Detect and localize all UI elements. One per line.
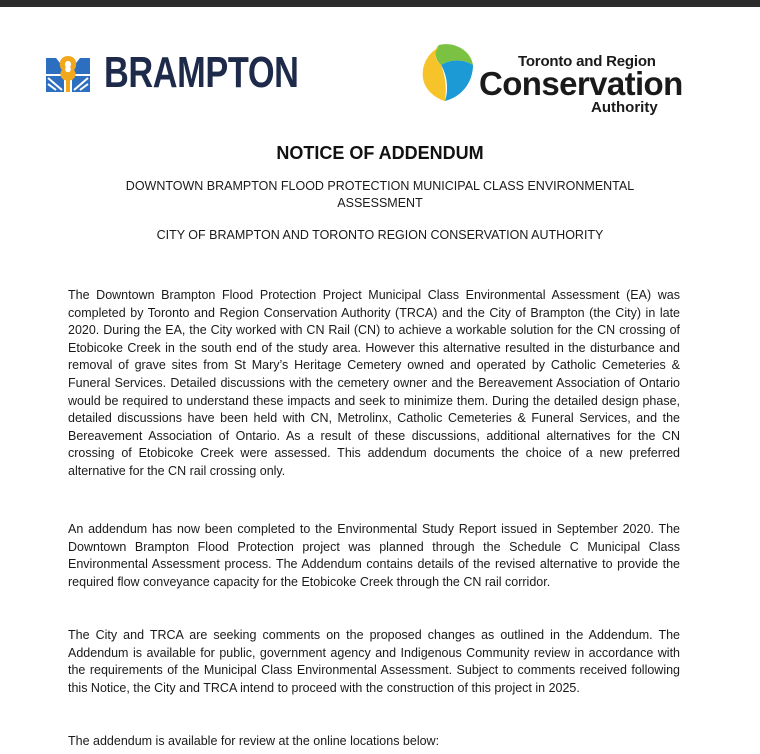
brampton-logo [44, 50, 353, 96]
paragraph-availability: The addendum is available for review at the online locations below: [68, 734, 440, 748]
trca-logo-line3: Authority [591, 99, 658, 116]
trca-logo [417, 41, 683, 117]
brampton-flower-emblem-icon [44, 52, 92, 94]
proponents-line: CITY OF BRAMPTON AND TORONTO REGION CONSERVATION AUTHORITY [156, 228, 604, 242]
brampton-wordmark: BRAMPTON [104, 48, 299, 97]
paragraph-seeking-comments: The City and TRCA are seeking comments on the proposed changes as outlined in the Addendum. The Addendum is available for public, government agency and Indigenous Community review in accordance with the requirements of the Municipal Class Environmental Assessment. Subject to comments received following this Notice, the City and TRCA intend to proceed with the construction of this project in 2025. [68, 628, 680, 695]
top-bar [0, 0, 760, 7]
trca-logo-line1: Toronto and Region [518, 53, 656, 70]
paragraph-addendum-completed: An addendum has now been completed to the Environmental Study Report issued in September 2020. The Downtown Brampton Flood Protection project was planned through the Schedule C Municipal Class Environmental Assessment process. The Addendum contains details of the revised alternative to provide the required flow conveyance capacity for the Etobicoke Creek through the CN rail corridor. [68, 522, 680, 589]
paragraph-background: The Downtown Brampton Flood Protection Project Municipal Class Environmental Assessment (EA) was completed by Toronto and Region Conservation Authority (TRCA) and the City of Brampton (the City) in late 2020. During the EA, the City worked with CN Rail (CN) to achieve a workable solution for the CN crossing of Etobicoke Creek in the south end of the study area. However this alternative resulted in the disturbance and removal of grave sites from St Mary’s Heritage Cemetery owned and operated by Catholic Cemeteries & Funeral Services. Detailed discussions with the cemetery owner and the Bereavement Association of Ontario would be required to understand these impacts and seek to minimize them. During the detailed design phase, detailed discussions have been held with CN, Metrolinx, Catholic Cemeteries & Funeral Services, and the Bereavement Association of Ontario. As a result of these discussions, additional alternatives for the CN crossing of Etobicoke Creek were assessed. This addendum documents the choice of a new preferred alternative for the CN rail crossing only. [68, 288, 680, 478]
project-subtitle: DOWNTOWN BRAMPTON FLOOD PROTECTION MUNICIPAL CLASS ENVIRONMENTAL ASSESSMENT [125, 179, 635, 210]
trca-leaf-emblem-icon [417, 41, 475, 103]
trca-logo-line2: Conservation [479, 65, 683, 102]
notice-title: NOTICE OF ADDENDUM [276, 143, 484, 163]
